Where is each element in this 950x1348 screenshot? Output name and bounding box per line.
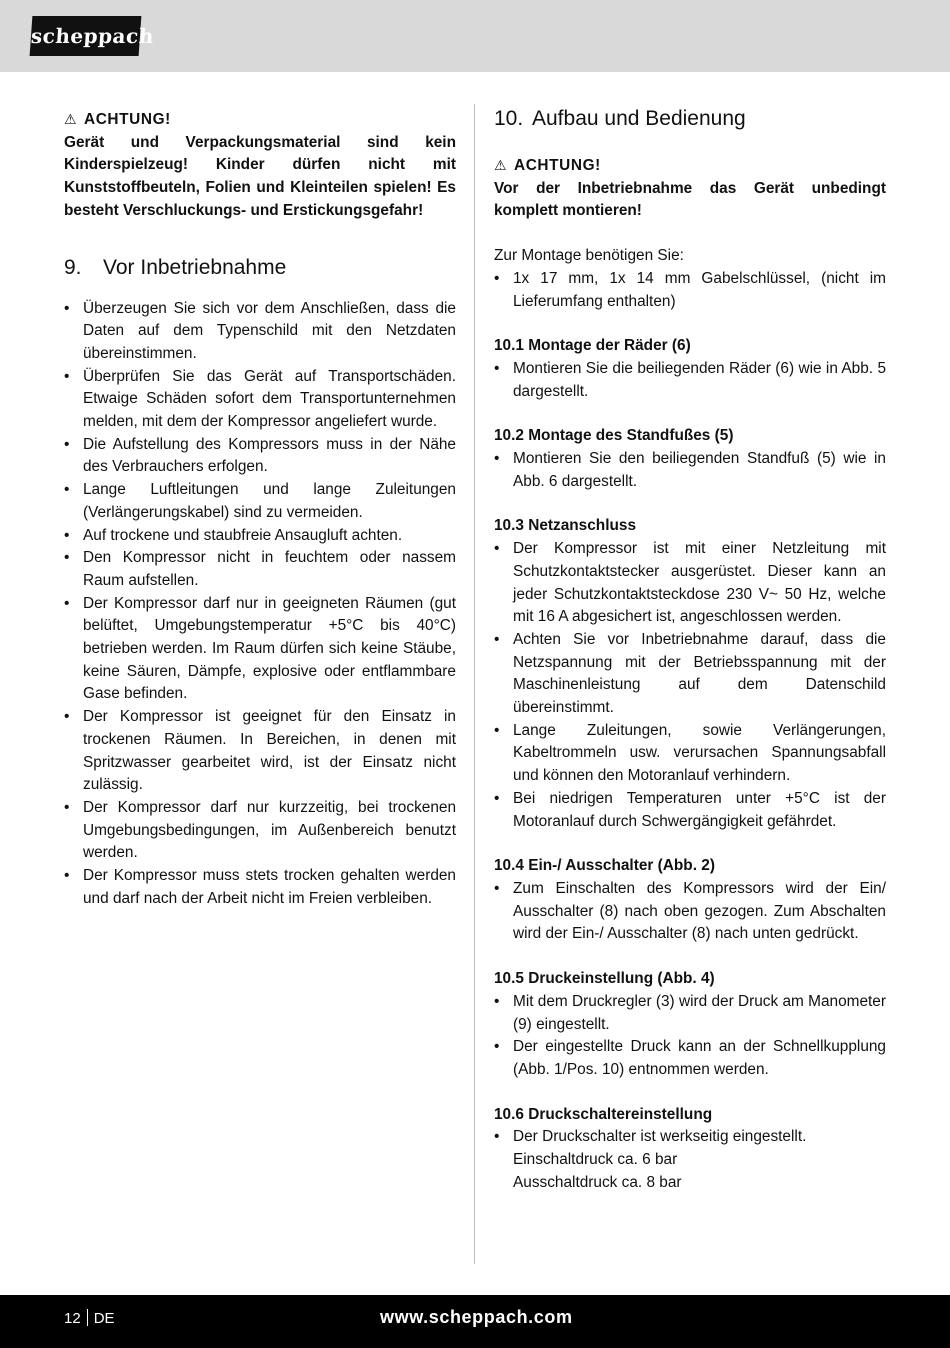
left-column xyxy=(64,108,456,911)
list-item: • Der Kompressor ist geeignet für den Einsatz in trockenen Räumen. In Bereichen, in denen mit Spritzwasser gearbeitet wird, ist der Einsatz nicht zulässig. xyxy=(64,706,456,797)
section-title: Vor Inbetriebnahme xyxy=(103,255,287,279)
warning-triangle-icon: ⚠ xyxy=(64,111,78,127)
list-item: • Bei niedrigen Temperaturen unter +5°C ist der Motoranlauf durch Schwergängigkeit gefährdet. xyxy=(494,788,886,833)
list-item: • Zum Einschalten des Kompressors wird der Ein/ Ausschalter (8) nach oben gezogen. Zum Abschalten wird der Ein-/ Ausschalter (8) nach unten gedrückt. xyxy=(494,878,886,946)
subsection-title: 10.5 Druckeinstellung (Abb. 4) xyxy=(494,970,715,988)
bullet-list xyxy=(494,991,886,1082)
list-item: • Der eingestellte Druck kann an der Schnellkupplung (Abb. 1/Pos. 10) entnommen werden. xyxy=(494,1036,886,1081)
warning-triangle-icon: ⚠ xyxy=(494,157,508,173)
warning-title: ACHTUNG! xyxy=(84,111,171,128)
bullet-list xyxy=(494,878,886,946)
bullet-list xyxy=(494,448,886,493)
list-item: • Lange Luftleitungen und lange Zuleitungen (Verlängerungskabel) sind zu vermeiden. xyxy=(64,479,456,524)
warning-title: ACHTUNG! xyxy=(514,157,601,174)
list-item: • Überprüfen Sie das Gerät auf Transportschäden. Etwaige Schäden sofort dem Transportunternehmen melden, mit dem der Kompressor angeliefert wurde. xyxy=(64,366,456,434)
warning-text: Vor der Inbetriebnahme das Gerät unbedingt komplett montieren! xyxy=(494,179,886,220)
bullet-list xyxy=(64,298,456,911)
list-item: • Überzeugen Sie sich vor dem Anschließen, dass die Daten auf dem Typenschild mit den Netzdaten übereinstimmen. xyxy=(64,298,456,366)
subsection-title: 10.6 Druckschaltereinstellung xyxy=(494,1105,713,1123)
section-number: 10. xyxy=(494,107,524,130)
bullet-list xyxy=(494,358,886,403)
warning-block xyxy=(64,108,456,223)
warning-text: Gerät und Verpackungsmaterial sind kein Kinderspielzeug! Kinder dürfen nicht mit Kunststoffbeuteln, Folien und Kleinteilen spielen! Es besteht Verschluckungs- und Erstickungsgefahr! xyxy=(64,133,456,219)
list-item: • Die Aufstellung des Kompressors muss in der Nähe des Verbrauchers erfolgen. xyxy=(64,434,456,479)
list-item: • Der Kompressor muss stets trocken gehalten werden und darf nach der Arbeit nicht im Freien verbleiben. xyxy=(64,865,456,910)
section-heading-9 xyxy=(64,254,456,282)
subsection-title: 10.3 Netzanschluss xyxy=(494,517,637,535)
page-number: 12 xyxy=(64,1310,81,1327)
header-bar xyxy=(0,0,950,72)
section-title: Aufbau und Bedienung xyxy=(532,107,746,130)
bullet-list xyxy=(494,538,886,833)
intro-text: Zur Montage benötigen Sie: xyxy=(494,247,684,265)
list-item: • Den Kompressor nicht in feuchtem oder nassem Raum aufstellen. xyxy=(64,547,456,592)
page-indicator xyxy=(64,1309,115,1327)
list-item: • Montieren Sie den beiliegenden Standfuß (5) wie in Abb. 6 dargestellt. xyxy=(494,448,886,493)
list-item: • Der Kompressor darf nur kurzzeitig, bei trockenen Umgebungsbedingungen, im Außenbereich benutzt werden. xyxy=(64,797,456,865)
column-divider xyxy=(474,104,475,1264)
list-item: • Auf trockene und staubfreie Ansaugluft achten. xyxy=(64,525,456,548)
subsection-title: 10.2 Montage des Standfußes (5) xyxy=(494,427,734,445)
list-item: • Mit dem Druckregler (3) wird der Druck am Manometer (9) eingestellt. xyxy=(494,991,886,1036)
right-column xyxy=(494,108,886,1194)
bullet-list xyxy=(494,1126,886,1194)
footer-bar xyxy=(0,1295,950,1348)
list-item: • Lange Zuleitungen, sowie Verlängerungen, Kabeltrommeln usw. verursachen Spannungsabfall und können den Motoranlauf verhindern. xyxy=(494,720,886,788)
list-item: • Montieren Sie die beiliegenden Räder (6) wie in Abb. 5 dargestellt. xyxy=(494,358,886,403)
brand-logo: scheppach xyxy=(30,16,142,56)
list-item: • Der Kompressor ist mit einer Netzleitung mit Schutzkontaktstecker ausgerüstet. Dieser kann an jeder Schutzkontaktsteckdose 230 V~ 50 Hz, welche mit 16 A abgesichert ist, angeschlossen werden. xyxy=(494,538,886,629)
list-item: • Der Kompressor darf nur in geeigneten Räumen (gut belüftet, Umgebungstemperatur +5°C bis 40°C) betrieben werden. Im Raum dürfen sich keine Stäube, keine Säuren, Dämpfe, explosive oder entflammbare Gase befinden. xyxy=(64,593,456,707)
list-item: • 1x 17 mm, 1x 14 mm Gabelschlüssel, (nicht im Lieferumfang enthalten) xyxy=(494,268,886,313)
section-number: 9. xyxy=(64,255,82,279)
bullet-list xyxy=(494,268,886,313)
subsection-title: 10.4 Ein-/ Ausschalter (Abb. 2) xyxy=(494,857,715,875)
language-code: DE xyxy=(93,1310,115,1327)
subsection-title: 10.1 Montage der Räder (6) xyxy=(494,337,691,355)
list-item: • Achten Sie vor Inbetriebnahme darauf, dass die Netzspannung mit der Betriebsspannung mit der Maschinenleistung auf dem Datenschild übereinstimmt. xyxy=(494,629,886,720)
website-link[interactable]: www.scheppach.com xyxy=(380,1307,573,1327)
warning-block xyxy=(494,154,886,223)
section-heading-10 xyxy=(494,105,886,133)
list-item: • Der Druckschalter ist werkseitig eingestellt. Einschaltdruck ca. 6 bar Ausschaltdruck ca. 8 bar xyxy=(494,1126,886,1194)
